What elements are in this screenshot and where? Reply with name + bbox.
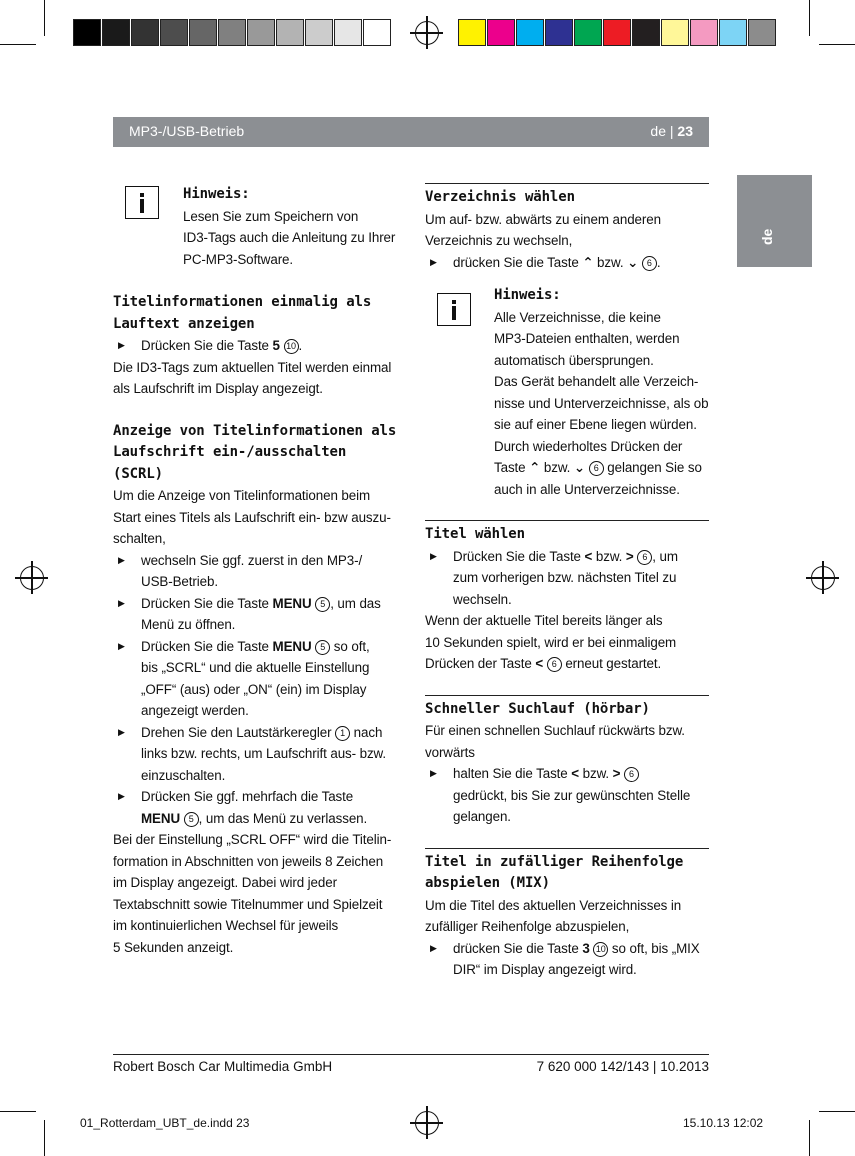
gray-swatch	[131, 19, 159, 46]
down-arrow-icon: ⌄	[627, 254, 639, 270]
instruction-step: ▶ halten Sie die Taste < bzw. > 6 gedrückt, bis Sie zur gewünschten Stelle gelangen.	[425, 763, 709, 828]
up-arrow-icon: ⌃	[582, 254, 594, 270]
registration-mark-icon	[811, 566, 835, 590]
color-swatch	[574, 19, 602, 46]
instruction-step: ▶ Drücken Sie die Taste MENU 5 so oft, bis „SCRL“ und die aktuelle Einstellung „OFF“ (aus) oder „ON“ (ein) im Display angezeigt werden.	[113, 636, 403, 722]
date-slug: 15.10.13 12:02	[683, 1116, 764, 1130]
gray-swatch	[305, 19, 333, 46]
gray-swatch	[276, 19, 304, 46]
left-arrow-icon: <	[571, 766, 579, 781]
left-arrow-icon: <	[535, 656, 544, 671]
right-arrow-icon: >	[625, 548, 634, 564]
section-heading: Titel in zufälliger Reihenfolge	[425, 853, 684, 870]
section-heading: Titelinformationen einmalig als	[113, 294, 372, 310]
section-heading: Anzeige von Titelinformationen als	[113, 422, 397, 439]
section-heading: Schneller Suchlauf (hörbar)	[425, 700, 650, 717]
color-swatch	[690, 19, 718, 46]
right-column: Verzeichnis wählen Um auf- bzw. abwärts zu einem anderen Verzeichnis zu wechseln, ▶ drücken Sie die Taste ⌃ bzw. ⌄ 6 . Hinweis: Alle Verzeichnisse, die keine MP3-Dateien enthalten, werden automatisch übersprungen. Das Gerät behandelt alle Verzeich- nisse und Unterverzeichnisse, als ob sie auf einer Ebene liegen würden. Durch wiederholtes Drücken der Taste ⌃ bzw. ⌄ 6 gelangen Sie so auch in alle Unterverzeichnisse. Titel wählen ▶ Drücken Sie die Taste < bzw. > 6 , um zum vorherigen bzw. nächsten Titel zu wechseln. Wenn der aktuelle Titel bereits länger als 10 Sekunden spielt, wird er bei einmaligem Drücken der Taste < 6 erneut gestartet. Schneller Suchlauf (hörbar) Für einen schnellen Suchlauf rückwärts bzw. vorwärts ▶ halten Sie die Taste < bzw. > 6 gedrückt, bis Sie zur gewünschten Stelle gelangen. Titel in zufälliger Reihenfolge abspielen (MIX) Um die Titel des aktuellen Verzeichnisses in zufälliger Reihenfolge abzuspielen, ▶ drücken Sie die Taste 3 10 so oft, bis „MIX DIR“ im Display angezeigt wird.	[425, 183, 709, 981]
instruction-step: ▶ drücken Sie die Taste 3 10 so oft, bis „MIX DIR“ im Display angezeigt wird.	[425, 938, 709, 981]
color-swatch	[516, 19, 544, 46]
section-heading: Titel wählen	[425, 526, 525, 542]
color-swatch	[661, 19, 689, 46]
note-box: Hinweis: Lesen Sie zum Speichern von ID3-Tags auch die Anleitung zu Ihrer PC-MP3-Software.	[125, 184, 403, 270]
left-arrow-icon: <	[584, 548, 593, 564]
language-tab: de	[737, 175, 812, 267]
instruction-step: ▶ Drücken Sie die Taste MENU 5 , um das Menü zu öffnen.	[113, 593, 403, 636]
document-info: 7 620 000 142/143 | 10.2013	[536, 1059, 709, 1074]
gray-swatch	[363, 19, 391, 46]
registration-mark-icon	[415, 1111, 439, 1135]
color-swatch	[748, 19, 776, 46]
gray-swatch	[160, 19, 188, 46]
gray-swatch	[334, 19, 362, 46]
page-number: de | 23	[650, 123, 693, 139]
registration-mark-icon	[415, 21, 439, 45]
crop-mark	[44, 0, 45, 36]
down-arrow-icon: ⌄	[573, 460, 586, 475]
gray-swatch	[73, 19, 101, 46]
file-slug: 01_Rotterdam_UBT_de.indd 23	[80, 1116, 250, 1130]
color-swatch	[632, 19, 660, 46]
crop-mark	[819, 1111, 855, 1112]
color-swatch	[719, 19, 747, 46]
crop-mark	[809, 1120, 810, 1156]
crop-mark	[0, 1111, 36, 1112]
gray-swatch	[247, 19, 275, 46]
crop-mark	[819, 44, 855, 45]
instruction-step: ▶ Drücken Sie die Taste 5 10 .	[113, 335, 403, 357]
note-box: Hinweis: Alle Verzeichnisse, die keine MP3-Dateien enthalten, werden automatisch übersprungen. Das Gerät behandelt alle Verzeich- nisse und Unterverzeichnisse, als ob sie auf einer Ebene liegen würden. Durch wiederholtes Drücken der Taste ⌃ bzw. ⌄ 6 gelangen Sie so auch in alle Unterverzeichnisse.	[437, 285, 709, 500]
instruction-step: ▶ Drücken Sie ggf. mehrfach die Taste MENU 5 , um das Menü zu verlassen.	[113, 786, 403, 829]
crop-mark	[809, 0, 810, 36]
gray-swatch	[218, 19, 246, 46]
note-title: Hinweis:	[183, 186, 250, 202]
note-title: Hinweis:	[494, 287, 561, 303]
right-arrow-icon: >	[612, 766, 621, 781]
instruction-step: ▶ Drücken Sie die Taste < bzw. > 6 , um zum vorherigen bzw. nächsten Titel zu wechseln.	[425, 546, 709, 611]
color-swatch	[458, 19, 486, 46]
color-swatch	[545, 19, 573, 46]
crop-mark	[0, 44, 36, 45]
page-header	[113, 117, 709, 147]
info-icon	[125, 186, 159, 219]
gray-swatch	[189, 19, 217, 46]
page-footer	[113, 1054, 709, 1074]
up-arrow-icon: ⌃	[529, 460, 541, 475]
instruction-step: ▶ Drehen Sie den Lautstärkeregler 1 nach links bzw. rechts, um Laufschrift aus- bzw. einzuschalten.	[113, 722, 403, 787]
left-column: Hinweis: Lesen Sie zum Speichern von ID3-Tags auch die Anleitung zu Ihrer PC-MP3-Software. Titelinformationen einmalig als Lauftext anzeigen ▶ Drücken Sie die Taste 5 10 . Die ID3-Tags zum aktuellen Titel werden einmal als Laufschrift im Display angezeigt. Anzeige von Titelinformationen als Laufschrift ein-/ausschalten (SCRL) Um die Anzeige von Titelinformationen beim Start eines Titels als Laufschrift ein- bzw auszu- schalten, ▶ wechseln Sie ggf. zuerst in den MP3-/ USB-Betrieb. ▶ Drücken Sie die Taste MENU 5 , um das Menü zu öffnen. ▶ Drücken Sie die Taste MENU 5 so oft, bis „SCRL“ und die aktuelle Einstellung „OFF“ (aus) oder „ON“ (ein) im Display angezeigt werden. ▶ Drehen Sie den Lautstärkeregler 1 nach links bzw. rechts, um Laufschrift aus- bzw. einzuschalten. ▶ Drücken Sie ggf. mehrfach die Taste MENU 5 , um das Menü zu verlassen. Bei der Einstellung „SCRL OFF“ wird die Titelin- formation in Abschnitten von jeweils 8 Zeichen im Display angezeigt. Dabei wird jeder Textabschnitt sowie Titelnummer und Spielzeit im kontinuierlichen Wechsel für jeweils 5 Sekunden anzeigt.	[113, 184, 403, 958]
section-title: MP3-/USB-Betrieb	[129, 123, 245, 139]
section-heading: Verzeichnis wählen	[425, 189, 575, 205]
crop-mark	[44, 1120, 45, 1156]
company-name: Robert Bosch Car Multimedia GmbH	[113, 1059, 333, 1074]
info-icon	[437, 293, 471, 326]
color-swatch	[603, 19, 631, 46]
gray-swatch	[102, 19, 130, 46]
color-swatch	[487, 19, 515, 46]
instruction-step: ▶ drücken Sie die Taste ⌃ bzw. ⌄ 6 .	[425, 252, 709, 274]
registration-mark-icon	[20, 566, 44, 590]
instruction-step: ▶ wechseln Sie ggf. zuerst in den MP3-/ USB-Betrieb.	[113, 550, 403, 593]
